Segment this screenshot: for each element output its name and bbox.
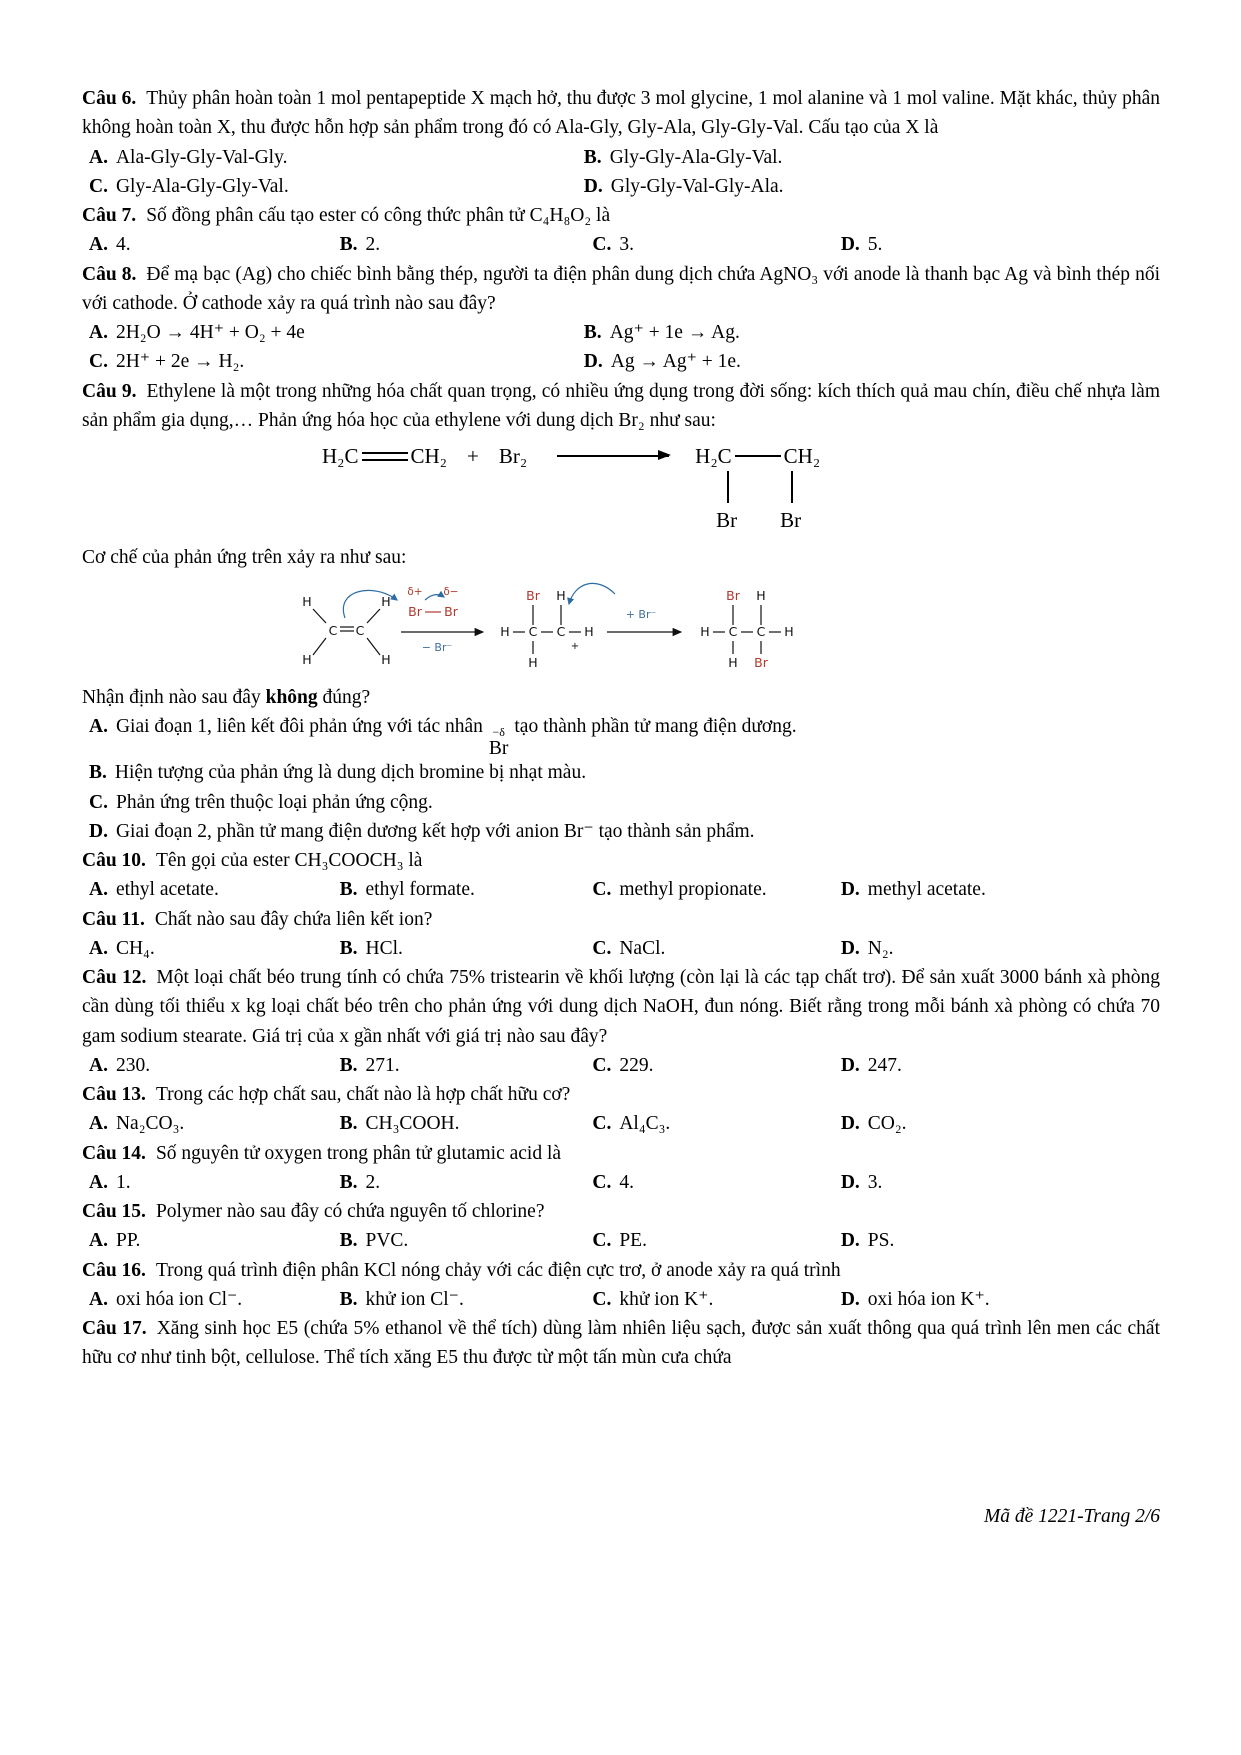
option-key: D. [840, 1171, 860, 1193]
option-text: N₂. [867, 937, 894, 959]
ask-post: đúng? [317, 686, 371, 708]
atom-h: H [500, 624, 510, 640]
option-key: D. [89, 820, 108, 842]
question-7 [82, 201, 1160, 260]
question-15-option-a [89, 1226, 340, 1255]
option-text: khử ion K⁺. [619, 1288, 714, 1310]
question-13 [82, 1080, 1160, 1139]
question-16 [82, 1256, 1160, 1315]
question-11-option-b [340, 934, 593, 963]
atom-h: H [728, 655, 738, 670]
option-text: 2. [365, 1171, 381, 1193]
option-text: Gly-Gly-Ala-Gly-Val. [609, 146, 783, 168]
question-15-option-c [592, 1226, 840, 1255]
atom-br: Br [488, 737, 509, 759]
option-key: D. [840, 879, 860, 901]
option-key: C. [592, 1171, 612, 1193]
question-15-label: Câu 15. [82, 1201, 146, 1222]
reaction-equation-figure [322, 441, 1160, 541]
question-11-label: Câu 11. [82, 908, 145, 930]
question-16-options [82, 1285, 1160, 1314]
option-key: B. [339, 1113, 358, 1135]
question-12 [82, 963, 1160, 1080]
option-key: A. [89, 322, 108, 343]
ask-pre: Nhận định nào sau đây [82, 686, 266, 708]
question-17-label: Câu 17. [82, 1318, 147, 1339]
atom-h: H [381, 594, 391, 610]
question-9-option-b [89, 758, 1160, 787]
option-text: Phản ứng trên thuộc loại phản ứng cộng. [115, 791, 433, 813]
atom-br: Br [754, 655, 768, 670]
option-text: CH₄. [115, 937, 155, 959]
option-key: D. [583, 175, 603, 197]
question-7-option-b [340, 230, 593, 259]
atom-br: Br [716, 508, 738, 532]
option-key: C. [89, 351, 108, 373]
option-key: A. [89, 1230, 108, 1252]
option-text: 229. [619, 1054, 654, 1076]
atom-h: H [784, 624, 794, 640]
plus-sign: + [467, 444, 479, 468]
option-key: C. [592, 879, 612, 901]
question-13-options [82, 1109, 1160, 1138]
question-10-option-c [592, 875, 840, 904]
question-16-label: Câu 16. [82, 1259, 146, 1281]
question-6-option-c [89, 172, 584, 201]
question-10-text [82, 846, 1160, 875]
question-7-label: Câu 7. [82, 205, 137, 226]
option-text: oxi hóa ion K⁺. [867, 1288, 990, 1310]
option-text: Hiện tượng của phản ứng là dung dịch bromine bị nhạt màu. [114, 762, 587, 784]
option-text: 3. [619, 234, 634, 256]
option-text: Gly-Ala-Gly-Gly-Val. [115, 175, 289, 197]
question-7-body: Số đồng phân cấu tạo ester có công thức phân tử C₄H₈O₂ là [146, 205, 611, 226]
option-text: khử ion Cl⁻. [365, 1288, 464, 1310]
option-key: B. [89, 762, 107, 784]
question-14-label: Câu 14. [82, 1142, 146, 1164]
bond-line [727, 471, 729, 503]
question-8-option-b [584, 318, 1160, 347]
question-8-body: Để mạ bạc (Ag) cho chiếc bình bằng thép, người ta điện phân dung dịch chứa AgNO₃ với anode là thanh bạc Ag và bình thép nối với cathode. Ở cathode xảy ra quá trình nào sau đây? [82, 263, 1160, 314]
option-text: 3. [867, 1171, 883, 1193]
option-key: A. [89, 1288, 108, 1310]
question-14-options [82, 1168, 1160, 1197]
question-15-body: Polymer nào sau đây có chứa nguyên tố chlorine? [155, 1201, 545, 1222]
mechanism-diagram [285, 574, 845, 669]
option-key: B. [583, 146, 602, 168]
option-key: A. [89, 937, 108, 959]
question-14-option-d [841, 1168, 1160, 1197]
option-text: 2. [365, 234, 381, 256]
question-10-options [82, 875, 1160, 904]
option-key: C. [89, 175, 108, 197]
option-text: 5. [867, 234, 883, 256]
mech-stage-ethylene [302, 591, 397, 668]
atom-c: C [728, 624, 738, 640]
question-8-label: Câu 8. [82, 263, 137, 285]
question-9-text [82, 377, 1160, 436]
formula-h2c: H₂C [695, 444, 732, 468]
product-structure [695, 441, 821, 532]
bond-line [313, 638, 326, 655]
bond-line [367, 638, 380, 655]
question-12-body: Một loại chất béo trung tính có chứa 75% tristearin về khối lượng (còn lại là các tạp chất trơ). Để sản xuất 3000 bánh xà phòng cần dùng tối thiểu x kg loại chất béo trên cho phản ứng với dung dịch NaOH, đun nóng. Biết rằng trong mỗi bánh xà phòng có chứa 70 gam sodium stearate. Giá trị của x gần nhất với giá trị nào sau đây? [82, 967, 1161, 1047]
option-key: A. [89, 1113, 108, 1135]
option-key: A. [89, 879, 108, 901]
option-key: C. [592, 1230, 612, 1252]
option-key: C. [592, 1054, 612, 1076]
mech-stage-product [700, 588, 793, 669]
option-key: B. [339, 1054, 358, 1076]
reaction-arrow [557, 455, 669, 457]
option-text: PP. [115, 1230, 141, 1252]
option-key: C. [592, 937, 612, 959]
question-7-option-a [89, 230, 340, 259]
option-key: B. [339, 1171, 358, 1193]
question-6-option-a [89, 143, 584, 172]
option-text: Giai đoạn 1, liên kết đôi phản ứng với tác nhân [115, 715, 483, 737]
question-10-option-b [340, 875, 593, 904]
question-16-option-c [592, 1285, 840, 1314]
question-9-option-a [89, 712, 1160, 759]
question-6 [82, 84, 1160, 201]
atom-c: C [756, 624, 766, 640]
option-text: 4. [619, 1171, 634, 1193]
option-key: B. [583, 322, 602, 343]
atom-br: Br [444, 604, 458, 620]
question-7-text [82, 201, 1160, 230]
question-15-text [82, 1197, 1160, 1226]
option-text: Gly-Gly-Val-Gly-Ala. [610, 175, 784, 197]
option-text: Giai đoạn 2, phần tử mang điện dương kết hợp với anion Br⁻ tạo thành sản phẩm. [115, 820, 755, 842]
option-text: CO₂. [867, 1113, 907, 1135]
option-key: B. [339, 234, 358, 256]
delta-plus-label: δ+ [407, 586, 423, 599]
option-key: D. [840, 234, 860, 256]
question-16-option-a [89, 1285, 340, 1314]
option-key: B. [339, 1230, 358, 1252]
option-text: ethyl acetate. [115, 879, 219, 901]
option-key: B. [339, 879, 358, 901]
atom-h: H [528, 655, 538, 670]
question-8 [82, 260, 1160, 377]
electron-arrow [569, 584, 615, 605]
option-text: CH₃COOH. [365, 1113, 460, 1135]
question-8-text [82, 260, 1160, 319]
electron-arrow [425, 595, 444, 600]
question-14-body: Số nguyên tử oxygen trong phân tử glutamic acid là [155, 1142, 562, 1164]
question-9-option-d [89, 817, 1160, 846]
option-key: C. [592, 1113, 612, 1135]
question-11-option-c [592, 934, 840, 963]
atom-br: Br [526, 588, 540, 604]
mech-stage-carbocation [500, 584, 615, 670]
atom-h: H [302, 594, 312, 610]
formula-ch2: CH₂ [783, 444, 821, 468]
option-text: HCl. [365, 937, 403, 959]
question-12-options [82, 1051, 1160, 1080]
question-13-option-d [841, 1109, 1160, 1138]
question-12-text [82, 963, 1160, 1051]
formula-br2: Br₂ [498, 444, 528, 468]
option-text: NaCl. [619, 937, 666, 959]
question-14-text [82, 1139, 1160, 1168]
question-15 [82, 1197, 1160, 1256]
question-11-options [82, 934, 1160, 963]
question-7-options [82, 230, 1160, 259]
question-11-option-d [841, 934, 1160, 963]
option-text: oxi hóa ion Cl⁻. [115, 1288, 243, 1310]
option-key: A. [89, 1054, 108, 1076]
bond-line [367, 609, 380, 623]
option-key: D. [840, 1288, 860, 1310]
question-14-option-c [592, 1168, 840, 1197]
option-text: Ala-Gly-Gly-Val-Gly. [115, 146, 288, 168]
br-delta-notation [489, 726, 509, 759]
question-12-label: Câu 12. [82, 967, 147, 988]
option-key: A. [89, 1171, 108, 1193]
bond-line [313, 609, 326, 623]
formula-ch2: CH₂ [410, 444, 447, 468]
option-key: B. [339, 1288, 358, 1310]
ask-bold: không [265, 686, 318, 708]
option-key: A. [89, 146, 108, 168]
mech-step1-reagent [401, 586, 483, 654]
atom-h: H [302, 652, 312, 668]
question-15-options [82, 1226, 1160, 1255]
formula-h2c: H₂C [322, 444, 359, 468]
option-text: PVC. [365, 1230, 409, 1252]
question-10 [82, 846, 1160, 905]
question-11 [82, 905, 1160, 964]
question-11-body: Chất nào sau đây chứa liên kết ion? [154, 908, 433, 930]
option-text: 2H⁺ + 2e → H₂. [115, 351, 245, 373]
question-11-option-a [89, 934, 340, 963]
option-key: D. [840, 937, 860, 959]
option-text: methyl propionate. [619, 879, 767, 901]
option-key: C. [592, 1288, 612, 1310]
option-text: ethyl formate. [365, 879, 475, 901]
atom-h: H [756, 588, 766, 604]
question-16-body: Trong quá trình điện phân KCl nóng chảy với các điện cực trơ, ở anode xảy ra quá trình [155, 1259, 841, 1281]
option-key: D. [840, 1113, 860, 1135]
question-7-option-c [592, 230, 840, 259]
question-17-text [82, 1314, 1160, 1373]
question-16-option-d [841, 1285, 1160, 1314]
double-bond [362, 452, 408, 461]
option-key: A. [89, 234, 108, 256]
option-text: Ag → Ag⁺ + 1e. [610, 351, 741, 373]
question-15-option-d [841, 1226, 1160, 1255]
question-10-body: Tên gọi của ester CH₃COOCH₃ là [155, 850, 423, 871]
question-17-body: Xăng sinh học E5 (chứa 5% ethanol về thể tích) dùng làm nhiên liệu sạch, được sản xuất thông qua quá trình lên men các chất hữu cơ như tinh bột, cellulose. Thể tích xăng E5 thu được từ một tấn mùn cưa chứa [82, 1318, 1160, 1369]
atom-h: H [381, 652, 391, 668]
question-13-option-a [89, 1109, 340, 1138]
option-text: 1. [115, 1171, 131, 1193]
option-text: 247. [867, 1054, 902, 1076]
option-key: C. [89, 791, 108, 813]
delta-superscript: −δ [492, 724, 505, 739]
question-12-option-b [340, 1051, 593, 1080]
question-8-options [82, 318, 1160, 377]
question-10-option-d [841, 875, 1160, 904]
question-9-options [82, 712, 1160, 846]
atom-c: C [556, 624, 566, 640]
option-key: B. [339, 937, 358, 959]
atom-c: C [328, 623, 338, 639]
question-13-option-b [340, 1109, 593, 1138]
option-text: 4. [115, 234, 131, 256]
question-6-label: Câu 6. [82, 88, 137, 109]
question-13-label: Câu 13. [82, 1084, 146, 1105]
question-13-body: Trong các hợp chất sau, chất nào là hợp chất hữu cơ? [155, 1084, 571, 1105]
leaving-group-label: − Br⁻ [421, 641, 453, 655]
option-text: Ag⁺ + 1e → Ag. [609, 322, 740, 343]
page-footer: Mã đề 1221-Trang 2/6 [983, 1506, 1160, 1527]
option-text: 230. [115, 1054, 151, 1076]
question-9 [82, 377, 1160, 847]
mechanism-figure [285, 574, 1160, 678]
atom-br: Br [780, 508, 802, 532]
question-7-option-d [841, 230, 1160, 259]
question-6-option-b [584, 143, 1160, 172]
question-9-option-c [89, 788, 1160, 817]
mech-step2-arrow [607, 608, 681, 632]
option-text: PE. [619, 1230, 647, 1252]
option-text: Al₄C₃. [619, 1113, 671, 1135]
mechanism-caption: Cơ chế của phản ứng trên xảy ra như sau: [82, 547, 407, 568]
question-10-option-a [89, 875, 340, 904]
option-text: PS. [867, 1230, 895, 1252]
atom-c: C [355, 623, 365, 639]
question-11-text [82, 905, 1160, 934]
question-9-body: Ethylene là một trong những hóa chất quan trọng, có nhiều ứng dụng trong đời sống: kích thích quả mau chín, điều chế nhựa làm sản phẩm gia dụng,… Phản ứng hóa học của ethylene với dung dịch Br₂ như sau: [82, 380, 1160, 431]
option-key: A. [89, 715, 108, 737]
atom-c: C [528, 624, 538, 640]
question-6-option-d [584, 172, 1160, 201]
question-17 [82, 1314, 1160, 1373]
bond-line [791, 471, 793, 503]
option-key: D. [583, 351, 603, 373]
option-text: 271. [365, 1054, 400, 1076]
question-14 [82, 1139, 1160, 1198]
question-12-option-c [592, 1051, 840, 1080]
option-text: Na₂CO₃. [115, 1113, 185, 1135]
question-9-label: Câu 9. [82, 380, 137, 402]
option-key: C. [592, 234, 612, 256]
positive-charge: + [570, 641, 580, 653]
option-text: methyl acetate. [867, 879, 986, 901]
question-12-option-a [89, 1051, 340, 1080]
question-8-option-d [584, 347, 1160, 376]
question-14-option-a [89, 1168, 340, 1197]
option-text: tạo thành phần tử mang điện dương. [514, 715, 797, 737]
question-15-option-b [340, 1226, 593, 1255]
question-12-option-d [841, 1051, 1160, 1080]
question-8-option-a [89, 318, 584, 347]
bromide-addition-label: + Br⁻ [625, 608, 657, 622]
question-13-option-c [592, 1109, 840, 1138]
atom-br: Br [408, 604, 422, 620]
single-bond [735, 455, 781, 457]
option-text: 2H₂O → 4H⁺ + O₂ + 4e [115, 322, 305, 343]
question-6-text [82, 84, 1160, 143]
atom-h: H [700, 624, 710, 640]
atom-br: Br [726, 588, 740, 604]
question-8-option-c [89, 347, 584, 376]
question-13-text [82, 1080, 1160, 1109]
option-key: D. [840, 1054, 860, 1076]
delta-minus-label: δ− [443, 586, 459, 599]
question-16-option-b [340, 1285, 593, 1314]
question-14-option-b [340, 1168, 593, 1197]
question-6-body: Thủy phân hoàn toàn 1 mol pentapeptide X mạch hở, thu được 3 mol glycine, 1 mol alanine và 1 mol valine. Mặt khác, thủy phân không hoàn toàn X, thu được hỗn hợp sản phẩm trong đó có Ala-Gly, Gly-Ala, Gly-Gly-Val. Cấu tạo của X là [82, 88, 1160, 139]
question-10-label: Câu 10. [82, 850, 146, 871]
atom-h: H [584, 624, 594, 640]
atom-h: H [556, 588, 566, 604]
option-key: D. [840, 1230, 860, 1252]
question-6-options [82, 143, 1160, 202]
question-9-ask [82, 683, 1160, 712]
question-16-text [82, 1256, 1160, 1285]
